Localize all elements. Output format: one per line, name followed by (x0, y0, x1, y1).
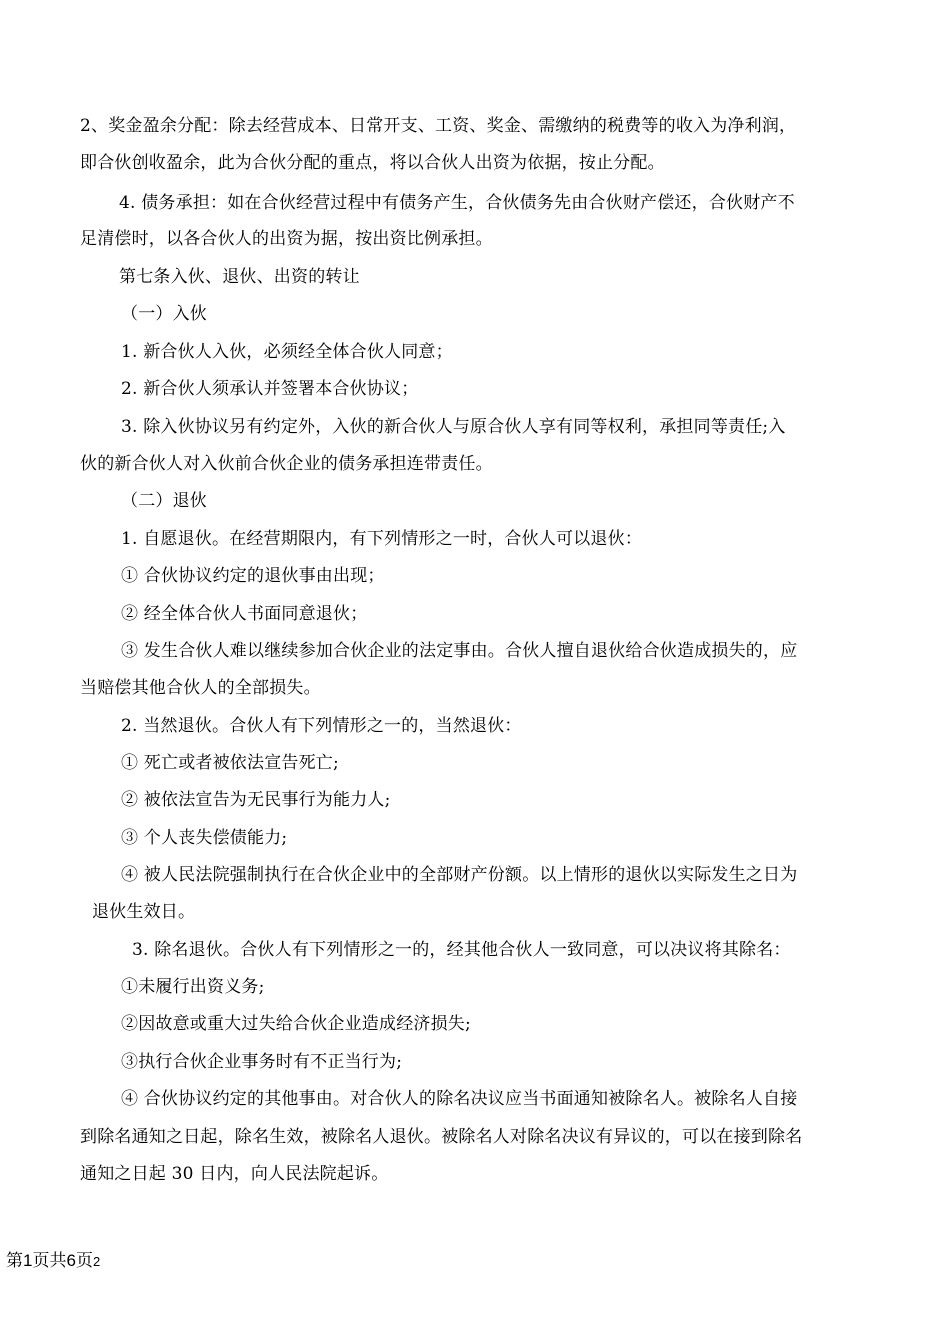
footer-page-current: 1 (23, 1251, 33, 1270)
page-footer (6, 1251, 100, 1272)
text-line: 当赔偿其他合伙人的全部损失。 (80, 678, 321, 698)
list-item: ③ 个人丧失偿债能力; (121, 828, 288, 848)
list-item: 3. 除名退伙。合伙人有下列情形之一的，经其他合伙人一致同意，可以决议将其除名： (132, 940, 791, 960)
footer-page-total: 6 (66, 1251, 76, 1270)
footer-prefix: 第 (6, 1251, 23, 1270)
list-item: 1. 新合伙人入伙，必须经全体合伙人同意； (121, 342, 453, 362)
text-line: 4. 债务承担：如在合伙经营过程中有债务产生，合伙债务先由合伙财产偿还，合伙财产不 (119, 193, 795, 213)
section-heading: （一）入伙 (121, 304, 207, 324)
text-line: 伙的新合伙人对入伙前合伙企业的债务承担连带责任。 (80, 454, 493, 474)
footer-suffix: 页 (75, 1251, 93, 1270)
list-item: ② 经全体合伙人书面同意退伙； (121, 604, 368, 624)
list-item: ①未履行出资义务; (121, 977, 265, 997)
list-item: ③执行合伙企业事务时有不正当行为; (121, 1052, 403, 1072)
list-item: ③ 发生合伙人难以继续参加合伙企业的法定事由。合伙人擅自退伙给合伙造成损失的，应 (121, 641, 798, 661)
list-item: 2. 当然退伙。合伙人有下列情形之一的，当然退伙： (121, 716, 522, 736)
text-line: 2、奖金盈余分配：除去经营成本、日常开支、工资、奖金、需缴纳的税费等的收入为净利润， (80, 116, 797, 136)
text-line: 退伙生效日。 (92, 902, 196, 922)
text-line: 到除名通知之日起，除名生效，被除名人退伙。被除名人对除名决议有异议的，可以在接到除名 (80, 1127, 803, 1147)
footer-middle: 页共 (32, 1251, 67, 1270)
list-item: ① 合伙协议约定的退伙事由出现； (121, 566, 385, 586)
article-heading: 第七条入伙、退伙、出资的转让 (119, 267, 360, 287)
list-item: ④ 被人民法院强制执行在合伙企业中的全部财产份额。以上情形的退伙以实际发生之日为 (121, 865, 798, 885)
list-item: 3. 除入伙协议另有约定外，入伙的新合伙人与原合伙人享有同等权利，承担同等责任;入 (121, 417, 786, 437)
section-heading: （二）退伙 (121, 491, 207, 511)
list-item: 2. 新合伙人须承认并签署本合伙协议； (121, 379, 419, 399)
footer-trailing: 2 (92, 1254, 101, 1269)
text-line: 足清偿时，以各合伙人的出资为据，按出资比例承担。 (80, 229, 493, 249)
list-item: ② 被依法宣告为无民事行为能力人; (121, 790, 391, 810)
list-item: ① 死亡或者被依法宣告死亡; (121, 753, 339, 773)
list-item: ④ 合伙协议约定的其他事由。对合伙人的除名决议应当书面通知被除名人。被除名人自接 (121, 1089, 798, 1109)
list-item: 1. 自愿退伙。在经营期限内，有下列情形之一时，合伙人可以退伙： (121, 529, 643, 549)
text-line: 即合伙创收盈余，此为合伙分配的重点，将以合伙人出资为依据，按止分配。 (80, 153, 665, 173)
text-line: 通知之日起 30 日内，向人民法院起诉。 (80, 1164, 389, 1184)
list-item: ②因故意或重大过失给合伙企业造成经济损失; (121, 1014, 471, 1034)
